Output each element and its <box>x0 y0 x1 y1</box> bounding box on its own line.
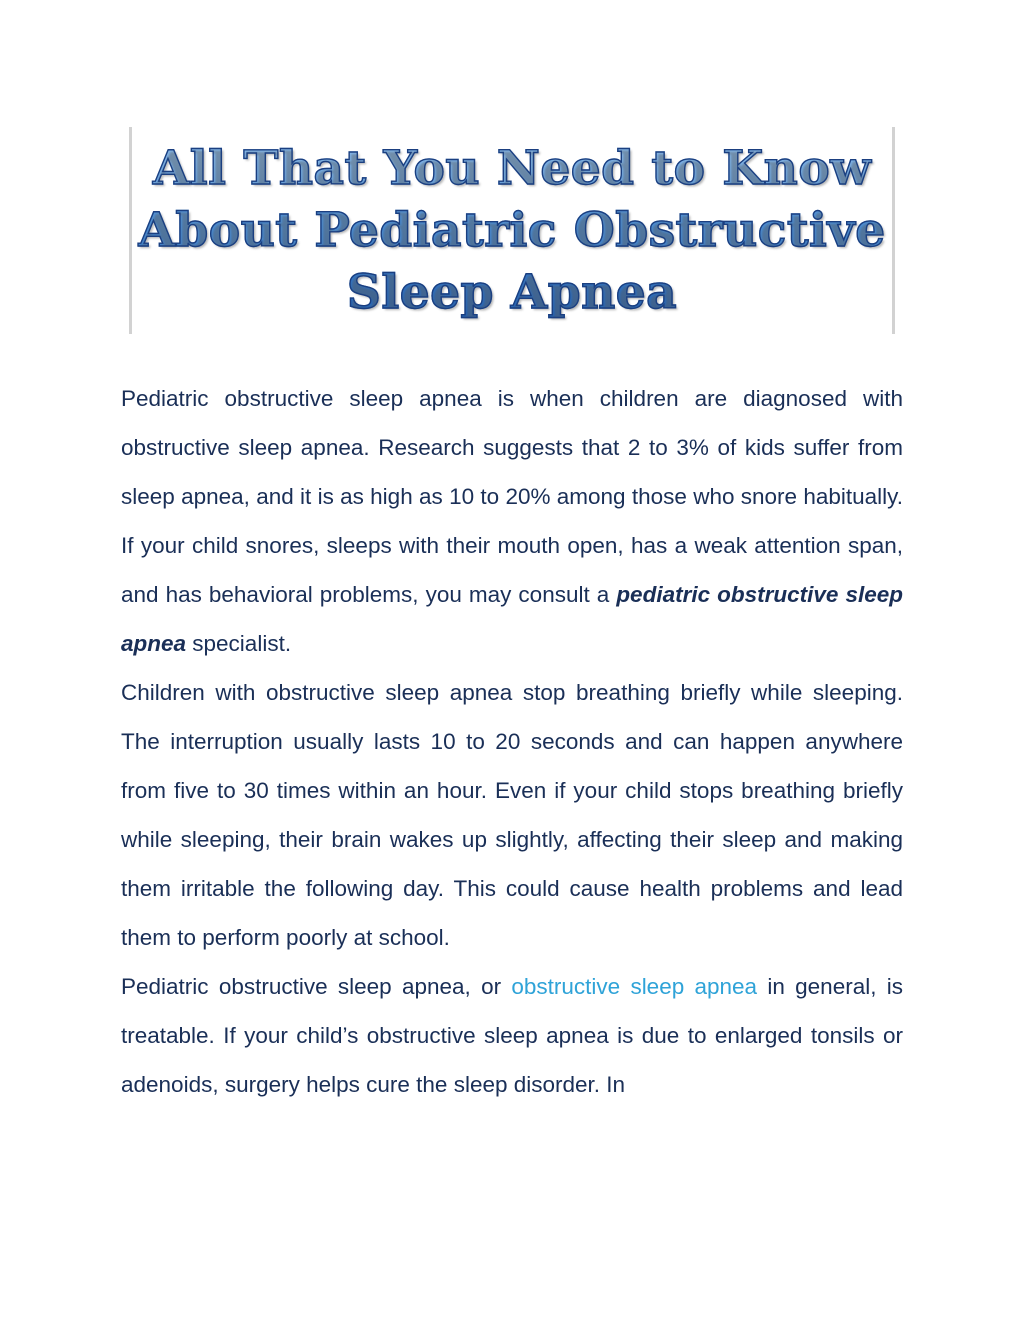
pediatric-osa-link[interactable]: pediatric obstructive sleep apnea <box>121 582 903 656</box>
page-title <box>138 138 885 324</box>
article-body <box>121 374 903 1109</box>
paragraph-intro-tail: specialist. <box>186 631 292 656</box>
paragraph-intro <box>121 374 903 668</box>
title-line-2: About Pediatric Obstructive <box>138 202 886 258</box>
osa-link[interactable]: obstructive sleep apnea <box>511 974 758 999</box>
title-line-3: Sleep Apnea <box>346 264 678 320</box>
title-frame <box>129 127 895 334</box>
paragraph-treatment-text: Pediatric obstructive sleep apnea, or <box>121 974 512 999</box>
paragraph-symptoms: Children with obstructive sleep apnea stop breathing briefly while sleeping. The interruption usually lasts 10 to 20 seconds and can happen anywhere from five to 30 times within an hour. Even if your child stops breathing briefly while sleeping, their brain wakes up slightly, affecting their sleep and making them irritable the following day. This could cause health problems and lead them to perform poorly at school. <box>121 680 903 950</box>
paragraph-intro-text: Pediatric obstructive sleep apnea is when children are diagnosed with obstructive sleep apnea. Research suggests that 2 to 3% of kids suffer from sleep apnea, and it is as high as 10 to 20% among those who snore habitually. If your child snores, sleeps with their mouth open, has a weak attention span, and has behavioral problems, you may consult a <box>121 386 903 607</box>
paragraph-treatment-tail: in general, is treatable. If your child’s obstructive sleep apnea is due to enlarged tonsils or adenoids, surgery helps cure the sleep disorder. In <box>121 974 903 1097</box>
title-line-1: All That You Need to Know <box>152 140 872 196</box>
paragraph-treatment <box>121 962 903 1109</box>
